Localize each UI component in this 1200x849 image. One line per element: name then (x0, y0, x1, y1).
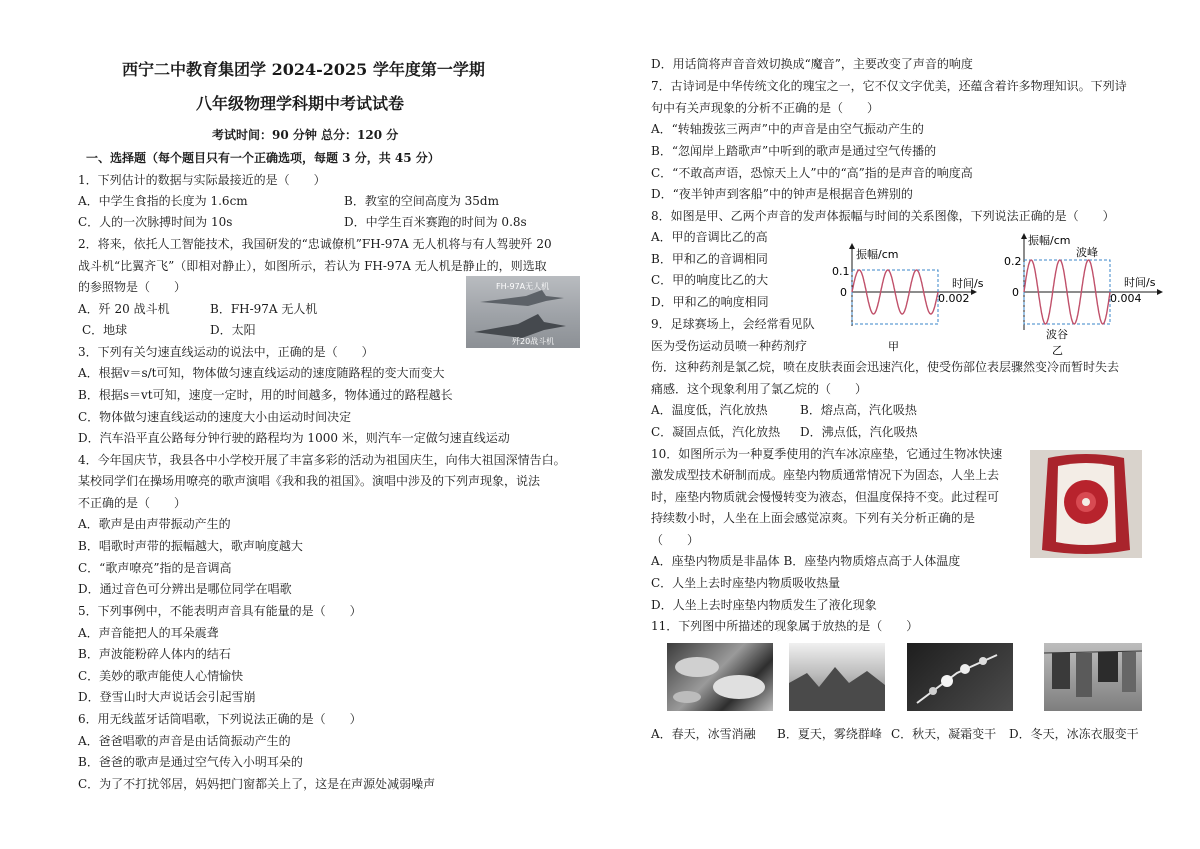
question-9-cont: 医为受伤运动员喷一种药剂疗 (651, 339, 808, 353)
q7-option-c: C．“不敢高声语，恐惊天上人”中的“高”指的是声音的响度高 (651, 166, 973, 180)
q11-option-d: D．冬天，冰冻衣服变干 (1009, 727, 1139, 741)
q8-option-c: C．甲的响度比乙的大 (651, 273, 769, 287)
q4-option-b: B．唱歌时声带的振幅越大，歌声响度越大 (78, 539, 303, 553)
yi-xlabel: 时间/s (1124, 276, 1156, 289)
q5-option-b: B．声波能粉碎人体内的结石 (78, 647, 231, 661)
q4-option-d: D．通过音色可分辨出是哪位同学在唱歌 (78, 582, 292, 596)
q7-option-b: B．“忽闻岸上踏歌声”中听到的歌声是通过空气传播的 (651, 144, 937, 158)
q9-option-c: C．凝固点低，汽化放热 (651, 425, 781, 439)
q10-option-c: C．人坐上去时座垫内物质吸收热量 (651, 576, 841, 590)
q5-option-a: A．声音能把人的耳朵震聋 (78, 626, 219, 640)
yi-peak-label: 波峰 (1076, 246, 1098, 259)
drone-shape (480, 290, 564, 306)
question-7-cont: 句中有关声现象的分析不正确的是（ ） (651, 101, 880, 115)
question-3: 3．下列有关匀速直线运动的说法中，正确的是（ ） (78, 345, 374, 359)
q2-option-b: B．FH-97A 无人机 (210, 302, 318, 316)
yi-origin: 0 (1012, 286, 1019, 299)
section-heading: 一、选择题（每个题目只有一个正确选项，每题 3 分，共 45 分） (86, 151, 440, 165)
question-2: 2．将来，依托人工智能技术，我国研发的“忠诚僚机”FH-97A 无人机将与有人驾驶歼 20 (78, 237, 552, 251)
car-seat-cushion-photo (1030, 450, 1142, 558)
question-9-cont2: 伤．这种药剂是氯乙烷，喷在皮肤表面会迅速汽化，使受伤部位表层骤然变冷而暂时失去 (651, 360, 1120, 374)
q6-option-a: A．爸爸唱歌的声音是由话筒振动产生的 (78, 734, 291, 748)
q3-option-c: C．物体做匀速直线运动的速度大小由运动时间决定 (78, 410, 352, 424)
q9-option-b: B．熔点高，汽化吸热 (800, 403, 917, 417)
q10-option-d: D．人坐上去时座垫内物质发生了液化现象 (651, 598, 877, 612)
q9-option-d: D．沸点低，汽化吸热 (800, 425, 918, 439)
jia-x-tick: 0.002 (938, 292, 970, 305)
frozen-clothes-photo (1044, 643, 1142, 711)
jia-origin: 0 (840, 286, 847, 299)
question-9: 9．足球赛场上，会经常看见队 (651, 317, 815, 331)
q2-option-a: A．歼 20 战斗机 (78, 302, 170, 316)
q1-option-c: C．人的一次脉搏时间为 10s (78, 215, 233, 229)
yi-y-tick: 0.2 (1004, 255, 1022, 268)
q6-option-d: D．用话筒将声音音效切换成“魔音”，主要改变了声音的响度 (651, 57, 973, 71)
q11-option-b: B．夏天，雾绕群峰 (777, 727, 882, 741)
frost-branch-photo (907, 643, 1013, 711)
yi-trough-label: 波谷 (1046, 328, 1068, 341)
q1-option-a: A．中学生食指的长度为 1.6cm (78, 194, 248, 208)
question-11: 11．下列图中所描述的现象属于放热的是（ ） (651, 619, 919, 633)
q8-option-a: A．甲的音调比乙的高 (651, 230, 768, 244)
question-5: 5．下列事例中，不能表明声音具有能量的是（ ） (78, 604, 362, 618)
question-9-cont3: 痛感．这个现象利用了氯乙烷的（ ） (651, 382, 868, 396)
q2-option-d: D．太阳 (210, 323, 256, 337)
question-10-cont: 激发成型技术研制而成。座垫内物质通常情况下为固态，人坐上去 (651, 468, 1000, 482)
question-4-cont2: 不正确的是（ ） (78, 496, 187, 510)
question-1: 1．下列估计的数据与实际最接近的是（ ） (78, 173, 326, 187)
question-10-cont4: （ ） (651, 533, 700, 547)
yi-caption: 乙 (1052, 344, 1063, 357)
wave-graph-yi (1000, 230, 1166, 358)
question-7: 7．古诗词是中华传统文化的瑰宝之一，它不仅文字优美，还蕴含着许多物理知识。下列诗 (651, 79, 1127, 93)
question-4: 4．今年国庆节，我县各中小学校开展了丰富多彩的活动为祖国庆生，向伟大祖国深情告白。 (78, 453, 566, 467)
drone-label: FH-97A无人机 (496, 282, 550, 291)
q4-option-c: C．“歌声嘹亮”指的是音调高 (78, 561, 232, 575)
q7-option-a: A．“转轴拨弦三两声”中的声音是由空气振动产生的 (651, 122, 924, 136)
jia-ylabel: 振幅/cm (856, 248, 899, 261)
q4-option-a: A．歌声是由声带振动产生的 (78, 517, 231, 531)
jia-xlabel: 时间/s (952, 277, 984, 290)
q1-option-b: B．教室的空间高度为 35dm (344, 194, 499, 208)
q3-option-b: B．根据s＝vt可知，速度一定时，用的时间越多，物体通过的路程越长 (78, 388, 453, 402)
wave-graph-jia (826, 238, 984, 356)
q6-option-c: C．为了不打扰邻居，妈妈把门窗都关上了，这是在声源处减弱噪声 (78, 777, 436, 791)
jia-y-tick: 0.1 (832, 265, 850, 278)
melting-ice-photo (667, 643, 773, 711)
q11-option-a: A．春天，冰雪消融 (651, 727, 756, 741)
question-10: 10．如图所示为一种夏季使用的汽车冰凉座垫，它通过生物冰快速 (651, 447, 1003, 461)
fighter-jets-photo (466, 276, 580, 348)
jia-caption: 甲 (888, 340, 899, 353)
question-6: 6．用无线蓝牙话筒唱歌，下列说法正确的是（ ） (78, 712, 362, 726)
question-10-cont2: 时，座垫内物质就会慢慢转变为液态，但温度保持不变。此过程可 (651, 490, 1000, 504)
q11-option-c: C．秋天，凝霜变干 (891, 727, 997, 741)
question-2-cont2: 的参照物是（ ） (78, 280, 187, 294)
question-8: 8．如图是甲、乙两个声音的发声体振幅与时间的关系图像，下列说法正确的是（ ） (651, 209, 1115, 223)
misty-mountains-photo (789, 643, 885, 711)
q5-option-d: D．登雪山时大声说话会引起雪崩 (78, 690, 256, 704)
yi-ylabel: 振幅/cm (1028, 234, 1071, 247)
q3-option-a: A．根据v＝s/t可知，物体做匀速直线运动的速度随路程的变大而变大 (78, 366, 445, 380)
q1-option-d: D．中学生百米赛跑的时间为 0.8s (344, 215, 527, 229)
exam-info: 考试时间：90 分钟 总分：120 分 (212, 128, 399, 142)
q3-option-d: D．汽车沿平直公路每分钟行驶的路程均为 1000 米，则汽车一定做匀速直线运动 (78, 431, 510, 445)
question-10-cont3: 持续数小时，人坐在上面会感觉凉爽。下列有关分析正确的是 (651, 511, 976, 525)
jet-shape (474, 314, 566, 338)
exam-title-line1: 西宁二中教育集团学 2024-2025 学年度第一学期 (122, 60, 485, 79)
q6-option-b: B．爸爸的歌声是通过空气传入小明耳朵的 (78, 755, 303, 769)
q8-option-d: D．甲和乙的响度相同 (651, 295, 769, 309)
q10-option-ab: A．座垫内物质是非晶体 B．座垫内物质熔点高于人体温度 (651, 554, 961, 568)
jet-label: 歼20战斗机 (512, 337, 555, 346)
q5-option-c: C．美妙的歌声能使人心情愉快 (78, 669, 244, 683)
exam-title-line2: 八年级物理学科期中考试试卷 (196, 94, 405, 113)
question-4-cont: 某校同学们在操场用嘹亮的歌声演唱《我和我的祖国》。演唱中涉及的下列声现象，说法 (78, 474, 541, 488)
q8-option-b: B．甲和乙的音调相同 (651, 252, 768, 266)
q7-option-d: D．“夜半钟声到客船”中的钟声是根据音色辨别的 (651, 187, 913, 201)
yi-x-tick: 0.004 (1110, 292, 1142, 305)
q2-option-c: C．地球 (82, 323, 128, 337)
q9-option-a: A．温度低，汽化放热 (651, 403, 768, 417)
question-2-cont: 战斗机“比翼齐飞”（即相对静止），如图所示，若认为 FH-97A 无人机是静止的，则选取 (78, 259, 547, 273)
